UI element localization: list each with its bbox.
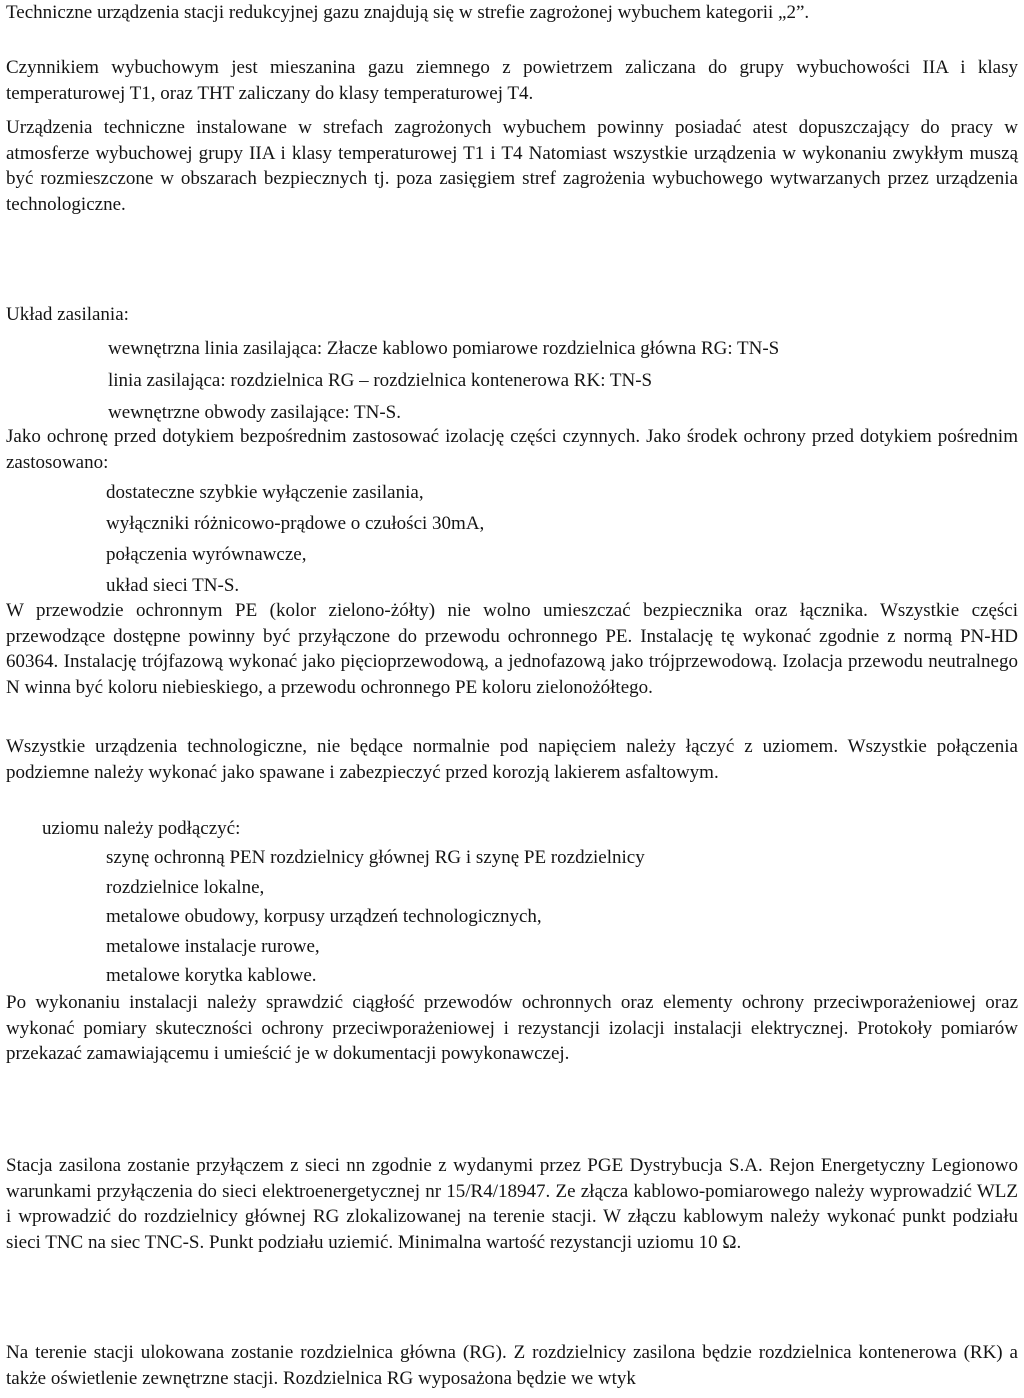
intro-paragraph-1: Techniczne urządzenia stacji redukcyjnej gazu znajdują się w strefie zagrożonej wybuchem kategorii „2”.: [6, 2, 810, 23]
list-item: rozdzielnice lokalne,: [106, 876, 265, 898]
pe-paragraph: W przewodzie ochronnym PE (kolor zielono-żółty) nie wolno umieszczać bezpiecznika oraz łącznika. Wszystkie części przewodzące dostępne powinny być przyłączone do przewodu ochronnego PE. Instalację tę wykonać zgodnie z normą PN-HD 60364. Instalację trójfazową wykonać jako pięcioprzewodową, a jednofazową jako trójprzewodową. Izolacja przewodu neutralnego N winna być koloru niebieskiego, a przewodu ochronnego PE koloru zielonożółtego.: [6, 600, 1018, 698]
intro-paragraph-3: Urządzenia techniczne instalowane w strefach zagrożonych wybuchem powinny posiadać atest dopuszczający do pracy w atmosferze wybuchowej grupy IIA i klasy temperaturowej T1 i T4 Natomiast wszystkie urządzenia w wykonaniu zwykłym muszą być rozmieszczone w obszarach bezpiecznych tj. poza zasięgiem stref zagrożenia wybuchowego wytwarzanych przez urządzenia technologiczne.: [6, 117, 1018, 215]
uziom-list: [106, 845, 1006, 993]
intro-paragraph-2: Czynnikiem wybuchowym jest mieszanina gazu ziemnego z powietrzem zaliczana do grupy wybuchowości IIA i klasy temperaturowej T1, oraz THT zaliczany do klasy temperaturowej T4.: [6, 57, 1018, 104]
list-item: metalowe instalacje rurowe,: [106, 935, 320, 957]
ochrona-list: [106, 480, 1006, 604]
stacja-paragraph-1: Stacja zasilona zostanie przyłączem z sieci nn zgodnie z wydanymi przez PGE Dystrybucja S.A. Rejon Energetyczny Legionowo warunkami przyłączenia do sieci elektroenergetycznej nr 15/R4/18947. Ze złącza kablowo-pomiarowego należy wyprowadzić WLZ i wprowadzić do rozdzielnicy głównej RG zlokalizowanej na terenie stacji. W złączu kablowym należy wykonać punkt podziału sieci TNC na siec TNC-S. Punkt podziału uziemić. Minimalna wartość rezystancji uziomu 10 Ω.: [6, 1155, 1018, 1253]
list-item: szynę ochronną PEN rozdzielnicy głównej RG i szynę PE rozdzielnicy: [106, 847, 645, 868]
list-item: metalowe obudowy, korpusy urządzeń technologicznych,: [106, 906, 542, 927]
list-item: metalowe korytka kablowe.: [106, 965, 317, 986]
uziom-heading: uziomu należy podłączyć:: [42, 818, 241, 839]
list-item: wewnętrzne obwody zasilające: TN-S.: [108, 402, 401, 423]
list-item: wyłączniki różnicowo-prądowe o czułości 30mA,: [106, 513, 485, 534]
list-item: układ sieci TN-S.: [106, 575, 240, 596]
uziom-paragraph: Wszystkie urządzenia technologiczne, nie będące normalnie pod napięciem należy łączyć z uziomem. Wszystkie połączenia podziemne należy wykonać jako spawane i zabezpieczyć przed korozją lakierem asfaltowym.: [6, 736, 1018, 783]
ochrona-intro: Jako ochronę przed dotykiem bezpośrednim zastosować izolację części czynnych. Jako środek ochrony przed dotykiem pośrednim zastosowano:: [6, 426, 1018, 473]
list-item: połączenia wyrównawcze,: [106, 544, 307, 565]
list-item: wewnętrzna linia zasilająca: Złacze kablowo pomiarowe rozdzielnica główna RG: TN-S: [108, 338, 780, 359]
section-heading-zasilanie: Układ zasilania:: [6, 304, 129, 325]
stacja-paragraph-2: Na terenie stacji ulokowana zostanie rozdzielnica główna (RG). Z rozdzielnicy zasilona będzie rozdzielnica kontenerowa (RK) a także oświetlenie zewnętrzne stacji. Rozdzielnica RG wyposażona będzie we wtyk: [6, 1342, 1018, 1389]
list-item: dostateczne szybkie wyłączenie zasilania,: [106, 482, 424, 503]
list-item: linia zasilająca: rozdzielnica RG – rozdzielnica kontenerowa RK: TN-S: [108, 370, 653, 391]
after-install-paragraph: Po wykonaniu instalacji należy sprawdzić ciągłość przewodów ochronnych oraz elementy ochrony przeciwporażeniowej oraz wykonać pomiary skuteczności ochrony przeciwporażeniowej i rezystancji izolacji instalacji elektrycznej. Protokoły pomiarów przekazać zamawiającemu i umieścić je w dokumentacji powykonawczej.: [6, 992, 1018, 1065]
zasilanie-list: [108, 336, 1008, 432]
